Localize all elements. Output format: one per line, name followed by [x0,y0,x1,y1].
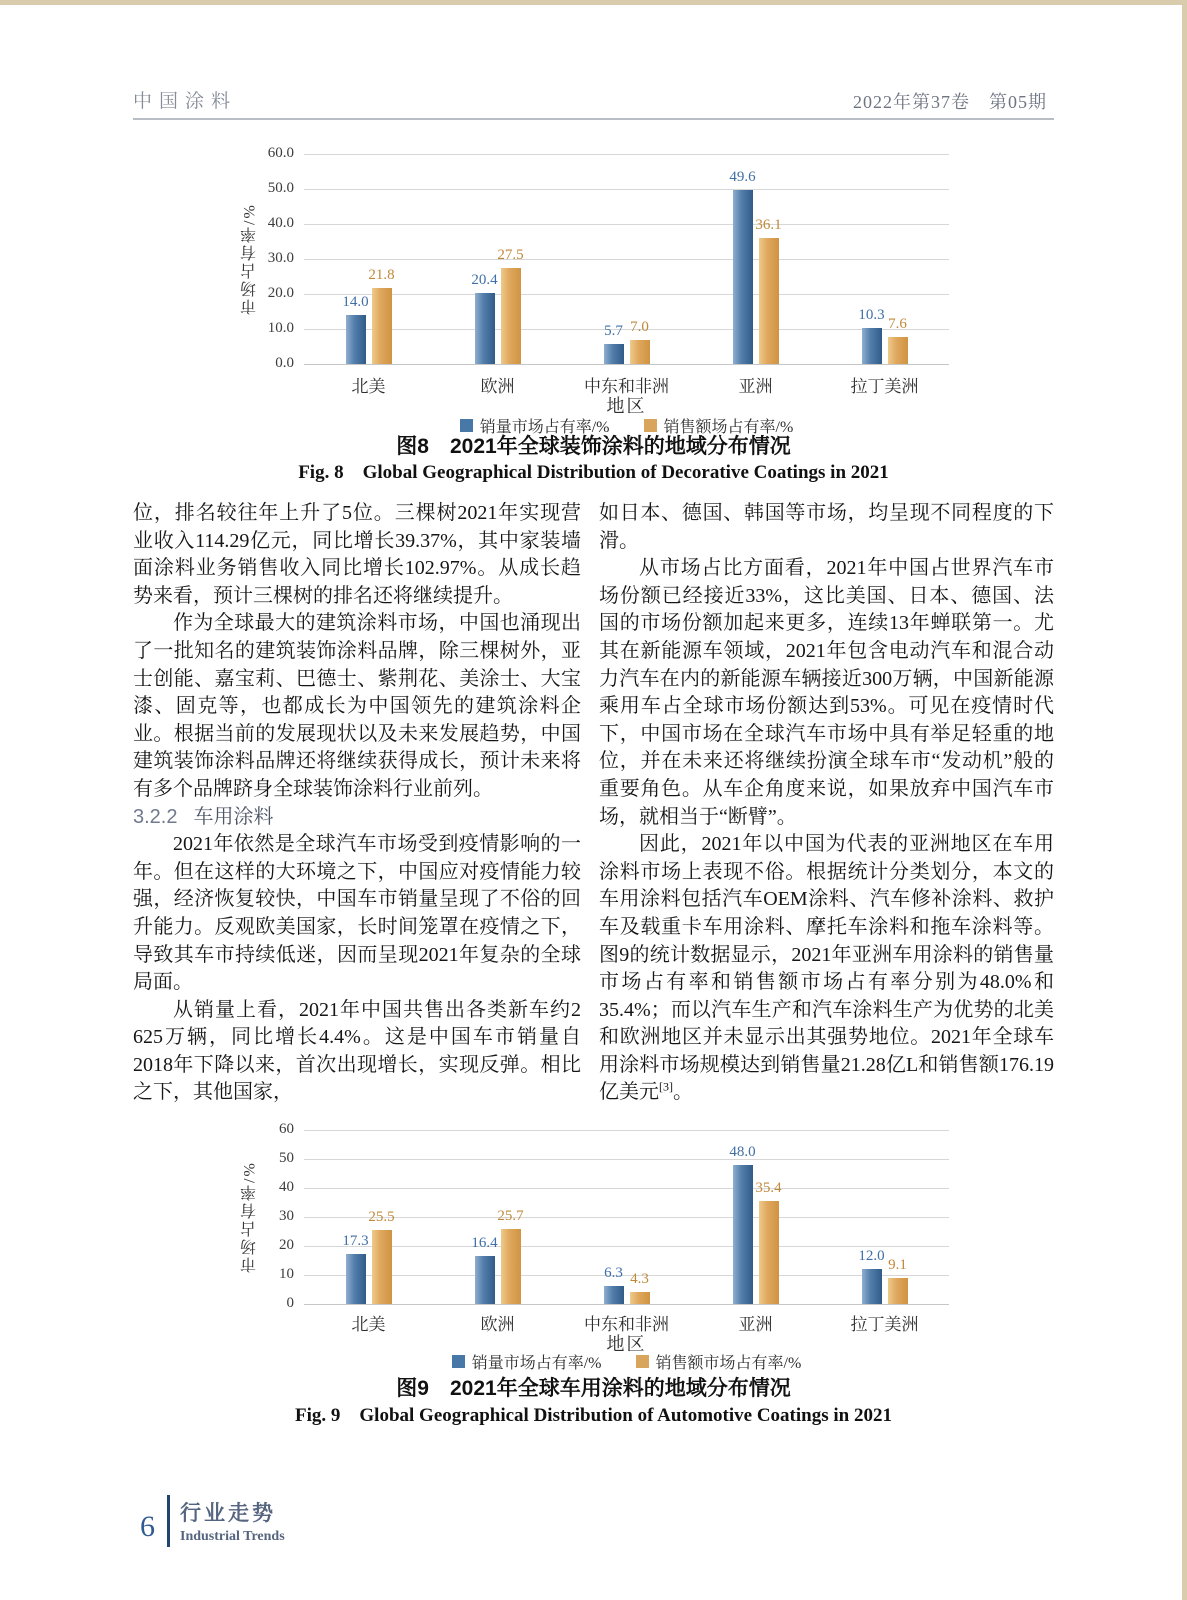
footer-section-cn: 行业走势 [180,1502,276,1525]
bar [497,1208,524,1304]
bar [497,246,524,364]
bar-group [433,1130,562,1304]
bar-value-label: 25.7 [497,1208,524,1225]
bar-group [433,154,562,364]
y-tick-label: 50 [279,1150,294,1166]
bar-group [562,154,691,364]
bar [368,1209,395,1304]
paragraph: 因此，2021年以中国为代表的亚洲地区在车用涂料市场上表现不俗。根据统计分类划分，本文的车用涂料包括汽车OEM涂料、汽车修补涂料、救护车及载重卡车用涂料、摩托车涂料和拖车涂料等。图9的统计数据显示，2021年亚洲车用涂料的销售量市场占有率和销售额市场占有率分别为48.0%和35.4%；而以汽车生产和汽车涂料生产为优势的北美和欧洲地区并未显示出其强势地位。2021年全球车用涂料市场规模达到销售量21.28亿L和销售额176.19亿美元[3]。 [599,833,1054,1104]
bar [858,306,885,364]
legend [304,1350,949,1373]
y-tick-label: 20.0 [267,285,294,301]
x-category-label: 欧洲 [480,1315,515,1334]
bar-value-label: 9.1 [888,1256,907,1273]
section-heading [133,804,581,832]
legend-item [452,1350,602,1373]
y-tick-label: 10 [279,1266,294,1282]
y-tick-label: 10.0 [267,320,294,336]
column-right [599,500,1054,1107]
bar-value-label: 20.4 [471,271,498,288]
plot-area [267,145,949,371]
y-axis-title: 市场占有率/% [241,203,259,315]
bar-value-label: 6.3 [604,1264,623,1281]
paragraph: 如日本、德国、韩国等市场，均呈现不同程度的下滑。 [599,502,1054,552]
legend-label: 销量市场占有率/% [479,419,610,436]
journal-title: 中国涂料 [133,91,238,112]
paragraph: 位，排名较往年上升了5位。三棵树2021年实现营业收入114.29亿元，同比增长39.37%，其中家装墙面涂料业务销售收入同比增长102.97%。从成长趋势来看，预计三棵树的排名还将继续提升。 [133,502,581,607]
y-tick-label: 0 [286,1295,294,1311]
bar-group [691,154,820,364]
bar [729,1143,756,1304]
figure8-caption-en: Fig. 8 Global Geographical Distribution of Decorative Coatings in 2021 [298,462,889,483]
y-tick-label: 40 [279,1179,294,1195]
footer-section-en: Industrial Trends [180,1529,285,1544]
bar [858,1248,885,1304]
bar-value-label: 16.4 [471,1235,498,1252]
x-category-label: 中东和非洲 [584,377,669,396]
column-left [133,500,581,1107]
legend-label: 销量市场占有率/% [471,1355,602,1372]
bar [342,294,369,364]
x-category-label: 拉丁美洲 [850,377,919,396]
bar-group [304,1130,433,1304]
y-tick-label: 30.0 [267,250,294,266]
bar [604,1264,624,1304]
bar [630,1270,650,1304]
x-category-label: 欧洲 [480,377,515,396]
bar-value-label: 4.3 [630,1270,649,1287]
section-title: 车用涂料 [193,805,274,828]
bar-value-label: 35.4 [755,1180,782,1197]
bar-group [562,1130,691,1304]
plot-area [279,1121,949,1311]
bar [604,323,624,364]
bar-value-label: 17.3 [342,1232,369,1249]
issue-info: 2022年第37卷 第05期 [853,92,1047,112]
header-rule [133,118,1054,120]
bar-value-label: 12.0 [858,1248,885,1265]
y-tick-label: 30 [279,1208,294,1224]
y-tick-label: 60 [279,1121,294,1137]
bar [471,1235,498,1304]
y-tick-label: 50.0 [267,180,294,196]
bar [729,169,756,364]
reference-superscript: [3] [659,1079,673,1094]
y-tick-label: 0.0 [275,355,294,371]
y-tick-label: 20 [279,1237,294,1253]
footer-divider [167,1495,170,1547]
legend-swatch [452,1355,465,1368]
bar-value-label: 5.7 [604,323,623,340]
legend-label: 销售额场占有率/% [663,419,794,436]
x-category-label: 北美 [351,1315,386,1334]
x-category-label: 拉丁美洲 [850,1315,919,1334]
page-footer [140,1495,285,1547]
bar-groups [304,1130,949,1304]
legend-swatch [636,1355,649,1368]
page-number: 6 [140,1510,155,1543]
bar [368,266,395,364]
bar-group [820,1130,949,1304]
bar-value-label: 36.1 [755,216,782,233]
bar-value-label: 14.0 [342,294,369,310]
bar-value-label: 21.8 [368,266,395,283]
page-edge-right [1182,0,1187,1600]
paragraph: 作为全球最大的建筑涂料市场，中国也涌现出了一批知名的建筑装饰涂料品牌，除三棵树外，亚士创能、嘉宝莉、巴德士、紫荆花、美涂士、大宝漆、固克等，也都成长为中国领先的建筑涂料企业。根据当前的发展现状以及未来发展趋势，中国建筑装饰涂料品牌还将继续获得成长，预计未来将有多个品牌跻身全球装饰涂料行业前列。 [133,612,581,800]
bar [471,271,498,364]
page-edge-top [0,0,1187,5]
bar-value-label: 48.0 [729,1143,756,1160]
bar-value-label: 25.5 [368,1209,395,1226]
bar [755,216,782,364]
bar-value-label: 10.3 [858,306,885,323]
x-axis-title: 地区 [606,396,647,416]
paragraph: 2021年依然是全球汽车市场受到疫情影响的一年。但在这样的大环境之下，中国应对疫情能力较强，经济恢复较快，中国车市销量呈现了不俗的回升能力。反观欧美国家，长时间笼罩在疫情之下，导致其车市持续低迷，因而呈现2021年复杂的全球局面。 [133,833,581,994]
x-category-label: 亚洲 [738,1315,773,1334]
y-tick-label: 40.0 [267,215,294,231]
y-axis-title: 市场占有率/% [241,1161,259,1273]
bar [888,316,908,364]
figure9-caption-cn: 图9 2021年全球车用涂料的地域分布情况 [396,1377,791,1400]
figure8-bar-chart [230,138,954,438]
bar [888,1256,908,1304]
bar-group [820,154,949,364]
legend-label: 销售额市场占有率/% [655,1355,802,1372]
bar-group [691,1130,820,1304]
bar-value-label: 49.6 [729,169,756,186]
paragraph: 从销量上看，2021年中国共售出各类新车约2 625万辆，同比增长4.4%。这是中国车市销量自2018年下降以来，首次出现增长，实现反弹。相比之下，其他国家， [133,998,581,1104]
x-axis-title: 地区 [606,1334,647,1354]
section-number: 3.2.2 [133,805,178,828]
x-category-label: 中东和非洲 [584,1315,669,1334]
article-columns [133,500,1054,1107]
bar-value-label: 27.5 [497,246,524,263]
bar [342,1232,369,1304]
x-category-label: 亚洲 [738,377,773,396]
paragraph: 从市场占比方面看，2021年中国占世界汽车市场份额已经接近33%，这比美国、日本、德国、法国的市场份额加起来更多，连续13年蝉联第一。尤其在新能源车领域，2021年包含电动汽车和混合动力汽车在内的新能源车辆接近300万辆，中国新能源乘用车占全球市场份额达到53%。可见在疫情时代下，中国市场在全球汽车市场中具有举足轻重的地位，并在未来还将继续扮演全球车市“发动机”般的重要角色。从车企角度来说，如果放弃中国汽车市场，就相当于“断臂”。 [599,557,1054,828]
y-tick-label: 60.0 [267,145,294,161]
legend-item [636,1350,802,1373]
bar-group [304,154,433,364]
bar [630,318,650,365]
bar-value-label: 7.6 [888,316,907,333]
grid-line [304,364,949,365]
bar [755,1180,782,1304]
figure8-caption-cn: 图8 2021年全球装饰涂料的地域分布情况 [396,435,791,458]
bar-groups [304,154,949,364]
figure9-caption-en: Fig. 9 Global Geographical Distribution of Automotive Coatings in 2021 [295,1405,892,1426]
bar-value-label: 7.0 [630,318,649,335]
figure9-bar-chart [230,1092,954,1392]
grid-line [304,1304,949,1305]
x-category-label: 北美 [351,377,386,396]
